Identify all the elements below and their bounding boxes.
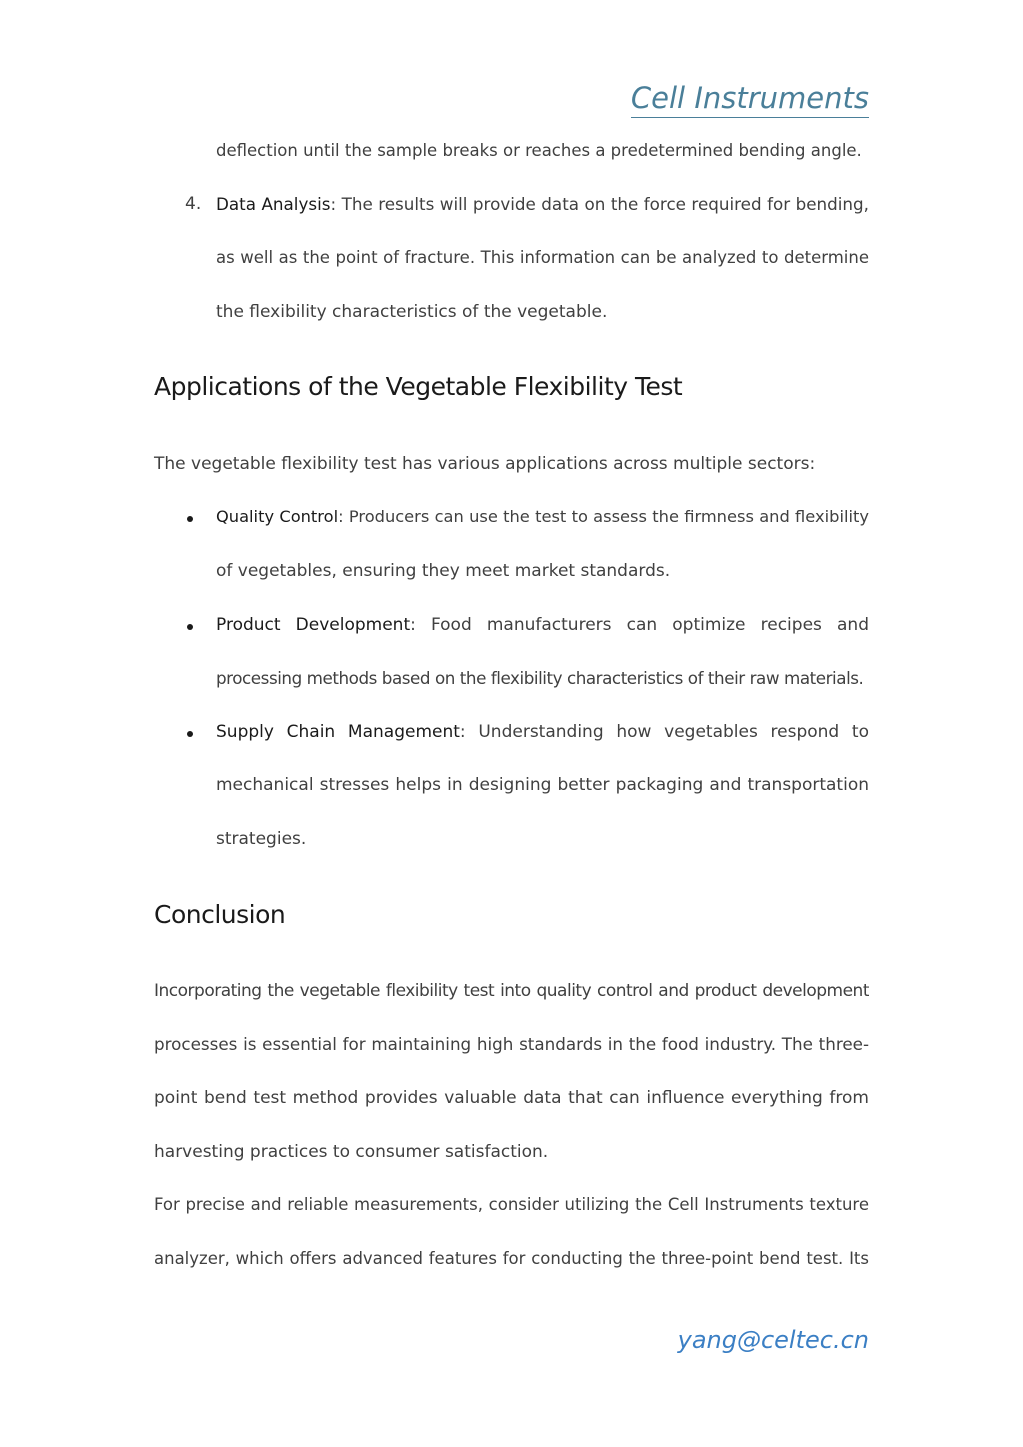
conclusion-paragraph-line: Incorporating the vegetable flexibility test into quality control and product development xyxy=(154,981,869,1001)
section-heading-conclusion: Conclusion xyxy=(154,900,286,929)
bullet-term: Supply Chain Management xyxy=(216,722,460,742)
list-item-term: Data Analysis xyxy=(216,194,331,214)
list-item-line: the flexibility characteristics of the vegetable. xyxy=(216,302,608,322)
list-item-text: : The results will provide data on the force required for bending, xyxy=(330,194,869,214)
bullet-term: Quality Control xyxy=(216,507,339,526)
conclusion-paragraph-line: harvesting practices to consumer satisfaction. xyxy=(154,1142,549,1162)
list-item-data-analysis xyxy=(216,193,869,215)
list-continuation-line: deflection until the sample breaks or reaches a predetermined bending angle. xyxy=(216,141,862,160)
bullet-text: : Understanding how vegetables respond to xyxy=(459,722,869,742)
bullet-term: Product Development xyxy=(216,615,411,635)
list-number: 4. xyxy=(185,194,202,214)
bullet-item-supply-chain xyxy=(216,721,869,743)
bullet-icon xyxy=(187,731,193,737)
bullet-line: mechanical stresses helps in designing better packaging and transportation xyxy=(216,775,869,795)
conclusion-paragraph-line: processes is essential for maintaining high standards in the food industry. The three- xyxy=(154,1034,869,1054)
bullet-icon xyxy=(187,624,193,630)
conclusion-paragraph-line: point bend test method provides valuable data that can influence everything from xyxy=(154,1088,869,1108)
brand-header: Cell Instruments xyxy=(631,80,869,118)
bullet-line: of vegetables, ensuring they meet market standards. xyxy=(216,561,671,581)
conclusion-paragraph-line: analyzer, which offers advanced features for conducting the three-point bend test. Its xyxy=(154,1249,869,1268)
footer-email: yang@celtec.cn xyxy=(677,1326,869,1354)
bullet-icon xyxy=(187,516,193,522)
bullet-text: : Food manufacturers can optimize recipes and xyxy=(410,615,869,635)
conclusion-paragraph-line: For precise and reliable measurements, consider utilizing the Cell Instruments texture xyxy=(154,1195,869,1214)
applications-intro: The vegetable flexibility test has various applications across multiple sectors: xyxy=(154,454,816,474)
bullet-text: : Producers can use the test to assess the firmness and flexibility xyxy=(338,507,869,526)
bullet-line: strategies. xyxy=(216,829,307,849)
section-heading-applications: Applications of the Vegetable Flexibility Test xyxy=(154,372,683,401)
list-item-line: as well as the point of fracture. This information can be analyzed to determine xyxy=(216,248,869,267)
bullet-item-quality-control xyxy=(216,506,869,528)
bullet-item-product-development xyxy=(216,614,869,636)
bullet-line: processing methods based on the flexibility characteristics of their raw materials. xyxy=(216,668,864,688)
